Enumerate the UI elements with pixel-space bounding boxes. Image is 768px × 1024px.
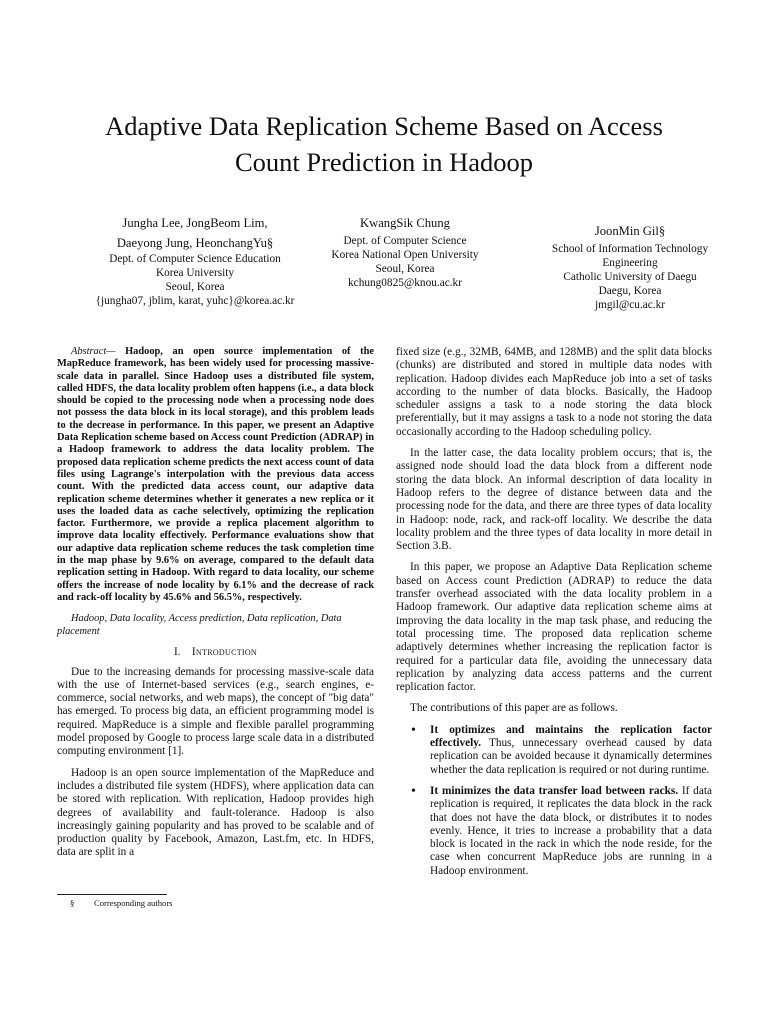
abstract [57, 346, 374, 604]
affiliation-line: Korea National Open University [331, 249, 479, 261]
author-names: JoonMin Gil§ [594, 224, 666, 238]
body-paragraph: In this paper, we propose an Adaptive Data Replication scheme based on Access count Prediction (ADRAP) to reduce the data transfer overhead associated with the data locality problem in a Hadoop framework. Our adaptive data replication scheme aims at improving the data locality in the map task phase, and reducing the total processing time. The proposed data replication scheme adaptively determines whether increasing the replication factor is required for a particular data file, avoiding the unnecessary data replication by analyzing data access patterns and the current replication factor. [396, 561, 712, 694]
body-paragraph: Due to the increasing demands for processing massive-scale data with the use of Internet-based services (e.g., search engines, e-commerce, social networks, and web maps), the concept of "big data" has emerged. To process big data, an efficient programming model is required. MapReduce is a simple and flexible parallel programming model proposed by Google to process large scale data in a distributed computing environment [1]. [57, 665, 374, 758]
contribution-list [396, 724, 712, 878]
author-names: Daeyong Jung, HeonchangYu§ [116, 236, 274, 250]
section-number: I. [173, 646, 181, 659]
body-paragraph: In the latter case, the data locality problem occurs; that is, the assigned node should load the data block from a different node storing the data block. An informal description of data locality in Hadoop refers to the degree of distance between data and the processing node for the data, and there are three types of data locality in Hadoop: node, rack, and rack-off locality. We describe the data locality problem and the three types of data locality in more detail in Section 3.B. [396, 447, 712, 553]
affiliation-line: Dept. of Computer Science Education [109, 253, 281, 265]
affiliation-line: Daegu, Korea [598, 285, 662, 297]
author-email: jmgil@cu.ac.kr [594, 299, 665, 311]
footnote [70, 898, 173, 909]
contribution-bold: It minimizes the data transfer load between racks. [430, 784, 679, 797]
left-column [57, 346, 374, 868]
title-line-2: Count Prediction in Hadoop [234, 147, 534, 177]
author-names: KwangSik Chung [360, 216, 450, 230]
body-paragraph: Hadoop is an open source implementation of the MapReduce and includes a distributed file system (HDFS), where application data can be stored with replication. With replication, Hadoop provides high degrees of availability and fault-tolerance. Hadoop is also increasingly gaining popularity and has proved to be scalable and of production quality by Facebook, Amazon, Last.fm, etc. In HDFS, data are split in a [57, 766, 374, 859]
body-paragraph: fixed size (e.g., 32MB, 64MB, and 128MB) and the split data blocks (chunks) are distributed and stored in multiple data nodes with replication. Hadoop divides each MapReduce job into a set of tasks according to the number of data blocks. Basically, the Hadoop scheduler assigns a task to a node storing the data block preferentially, but it may assigns a task to a node not storing the data occasionally according to the Hadoop scheduling policy. [396, 346, 712, 438]
footnote-mark: § [70, 898, 75, 908]
paper-title [40, 108, 728, 180]
body-paragraph: The contributions of this paper are as follows. [410, 702, 618, 715]
contribution-bold: It optimizes and maintains the replication factor effectively. [430, 723, 712, 750]
right-column [396, 346, 712, 886]
affiliation-line: Seoul, Korea [375, 263, 435, 275]
contribution-text: If data replication is required, it replicates the data block in the rack that does not have the data block, or distributes it to nodes evenly. Hence, it tries to increase a probability that a data block is located in the rack in which the node reside, for the case when concurrent MapReduce jobs are running in a Hadoop environment. [430, 784, 712, 877]
contribution-item [430, 724, 712, 777]
title-line-1: Adaptive Data Replication Scheme Based on Access [105, 111, 663, 141]
abstract-lead: Abstract— [71, 346, 116, 357]
section-heading-introduction [57, 646, 374, 659]
contribution-text: Thus, unnecessary overhead caused by data replication can be avoided because it dynamically determines whether the data replication is required or not during runtime. [430, 737, 712, 776]
index-terms: Hadoop, Data locality, Access prediction, Data replication, Data placement [57, 613, 342, 638]
author-email: kchung0825@knou.ac.kr [348, 277, 462, 289]
affiliation-line: School of Information Technology [551, 243, 709, 255]
author-group-cu-daegu [510, 220, 750, 312]
author-group-knou [300, 212, 510, 290]
contribution-item [430, 785, 712, 878]
affiliation-line: Korea University [155, 267, 235, 279]
footnote-text: Corresponding authors [94, 898, 173, 908]
footnote-rule [57, 894, 167, 895]
author-email: {jungha07, jblim, karat, yuhc}@korea.ac.kr [95, 295, 295, 307]
section-title: Introduction [191, 646, 258, 659]
affiliation-line: Seoul, Korea [165, 281, 225, 293]
author-names: Jungha Lee, JongBeom Lim, [122, 216, 268, 230]
affiliation-line: Dept. of Computer Science [343, 235, 467, 247]
abstract-text: Hadoop, an open source implementation of the MapReduce framework, has been widely used for processing massive-scale data in parallel. Since Hadoop uses a distributed file system, called HDFS, the data locality problem often happens (i.e., a data block should be copied to the processing node when a processing node does not possess the data block in its local storage), and this problem leads to the decrease in performance. In this paper, we present an Adaptive Data Replication scheme based on Access count Prediction (ADRAP) in a Hadoop framework to address the data locality problem. The proposed data replication scheme predicts the next access count of data files using Lagrange's interpolation with the previous data access count. With the predicted data access count, our adaptive data replication scheme determines whether it generates a new replica or it uses the loaded data as cache selectively, optimizing the replication factor. Furthermore, we provide a replica placement algorithm to improve data locality effectively. Performance evaluations show that our adaptive data replication scheme reduces the task completion time in the map phase by 9.6% on average, compared to the default data replication setting in Hadoop. With regard to data locality, our scheme offers the increase of node locality by 6.1% and the decrease of rack and rack-off locality by 45.6% and 56.5%, respectively. [57, 346, 374, 603]
author-group-korea-university [60, 212, 330, 308]
affiliation-line: Engineering [602, 257, 658, 269]
affiliation-line: Catholic University of Daegu [563, 271, 697, 283]
